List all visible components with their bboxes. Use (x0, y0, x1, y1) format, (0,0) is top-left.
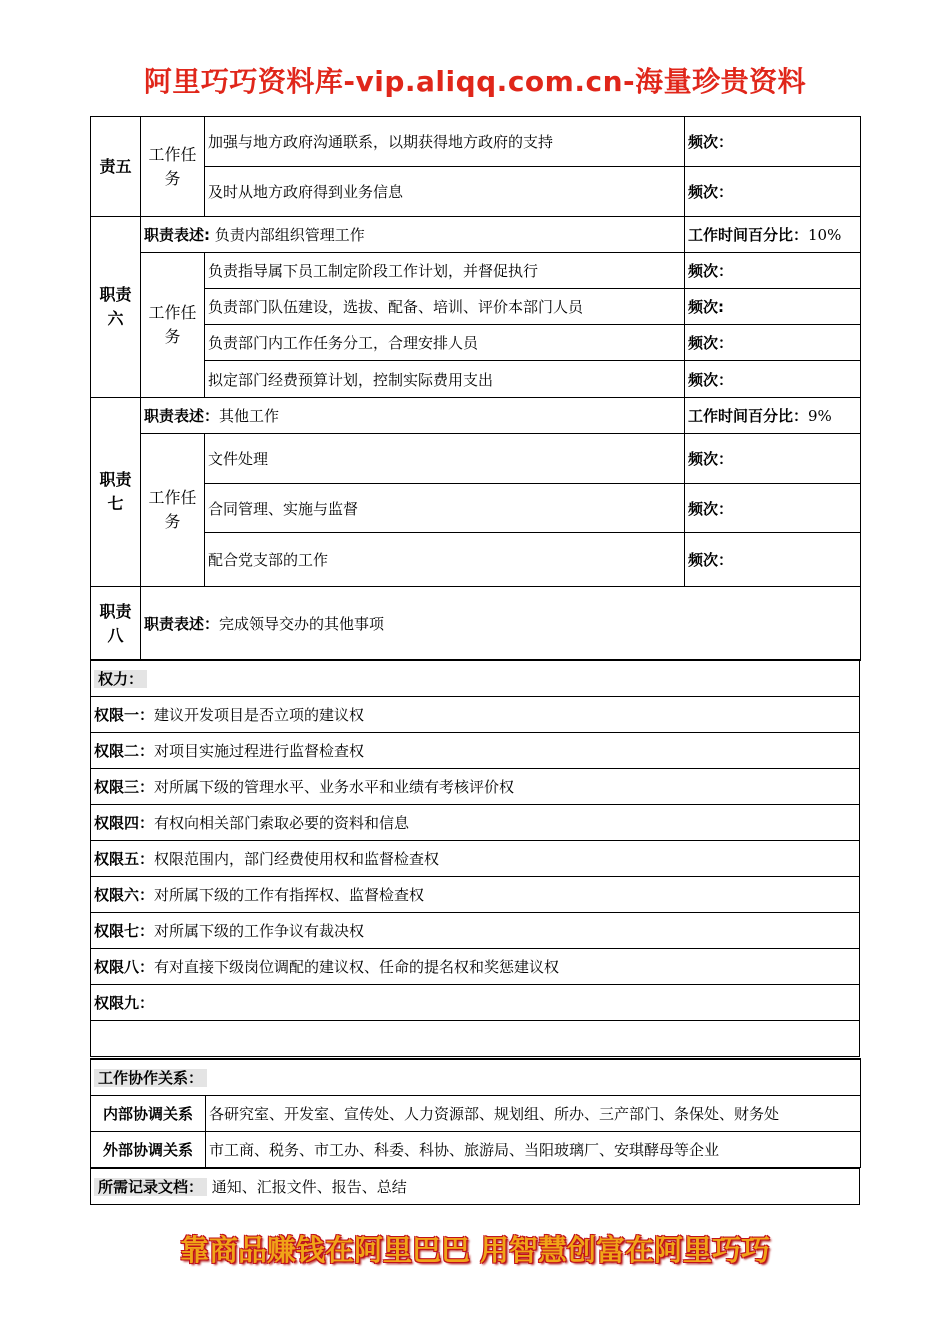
records-text: 通知、汇报文件、报告、总结 (211, 1177, 407, 1196)
authority-title: 权力： (94, 670, 147, 688)
collab-external-text: 市工商、税务、市工办、科委、科协、旅游局、当阳玻璃厂、安琪酵母等企业 (206, 1131, 861, 1167)
duty6-task-row-2 (91, 289, 861, 325)
duty6-freq-3: 频次： (685, 325, 861, 361)
duty6-task-row-4 (91, 361, 861, 398)
duty6-percent-label: 工作时间百分比： (688, 226, 809, 244)
authority-item-3 (91, 768, 860, 804)
authority-row-3 (91, 768, 860, 804)
duty6-task-3: 负责部门内工作任务分工，合理安排人员 (205, 325, 685, 361)
authority-label-7: 权限七： (94, 921, 155, 940)
authority-text-7: 对所属下级的工作争议有裁决权 (154, 921, 365, 940)
authority-label-1: 权限一： (94, 705, 155, 724)
duty7-work-task-label: 工作任务 (141, 434, 205, 587)
authority-text-6: 对所属下级的工作有指挥权、监督检查权 (154, 885, 425, 904)
duty5-row-2 (91, 167, 861, 217)
duty5-work-task-label: 工作任务 (141, 117, 205, 217)
duties-table (90, 116, 861, 661)
duty7-freq-1: 频次： (685, 434, 861, 484)
duty8-desc-label: 职责表述： (144, 615, 220, 633)
authority-row-7 (91, 912, 860, 948)
duty6-task-row-1 (91, 253, 861, 289)
duty8-label: 职责八 (91, 587, 141, 661)
duty8-description: 完成领导交办的其他事项 (219, 615, 385, 633)
collab-title-cell (91, 1059, 861, 1095)
duty6-percent-cell (685, 217, 861, 253)
authority-empty-row (91, 1020, 860, 1056)
records-row (91, 1168, 860, 1204)
duty7-task-row-1 (91, 434, 861, 484)
duty7-task-2: 合同管理、实施与监督 (205, 484, 685, 533)
duty6-percent: 10% (808, 226, 842, 244)
authority-label-6: 权限六： (94, 885, 155, 904)
authority-label-9: 权限九： (94, 993, 155, 1012)
authority-label-8: 权限八： (94, 957, 155, 976)
authority-empty-cell (91, 1020, 860, 1056)
duty6-desc-row (91, 217, 861, 253)
duty7-label: 职责七 (91, 398, 141, 587)
duty6-desc-label: 职责表述: (144, 226, 210, 244)
collab-internal-row (91, 1095, 861, 1131)
duty5-row-1 (91, 117, 861, 167)
collab-title-row (91, 1059, 861, 1095)
collab-external-row (91, 1131, 861, 1167)
duty6-freq-2: 频次: (685, 289, 861, 325)
duty7-task-3: 配合党支部的工作 (205, 533, 685, 587)
duty7-percent-cell (685, 398, 861, 434)
authority-row-1 (91, 696, 860, 732)
duty7-percent: 9% (808, 407, 832, 425)
duty6-freq-4: 频次： (685, 361, 861, 398)
authority-item-1 (91, 696, 860, 732)
duty7-desc-cell (141, 398, 685, 434)
duty7-task-row-3 (91, 533, 861, 587)
collab-internal-text: 各研究室、开发室、宣传处、人力资源部、规划组、所办、三产部门、条保处、财务处 (206, 1095, 861, 1131)
authority-row-5 (91, 840, 860, 876)
duty6-work-task-label: 工作任务 (141, 253, 205, 398)
duty7-freq-3: 频次： (685, 533, 861, 587)
duty6-description: 负责内部组织管理工作 (214, 226, 365, 244)
authority-row-4 (91, 804, 860, 840)
authority-table (90, 659, 860, 1057)
duty5-freq-1: 频次： (685, 117, 861, 167)
bottom-banner: 靠商品赚钱在阿里巴巴 用智慧创富在阿里巧巧 (179, 1233, 771, 1267)
duty6-desc-cell (141, 217, 685, 253)
collab-external-label: 外部协调关系 (91, 1131, 206, 1167)
authority-title-row (91, 660, 860, 696)
authority-label-3: 权限三： (94, 777, 155, 796)
authority-text-1: 建议开发项目是否立项的建议权 (154, 705, 365, 724)
authority-row-9 (91, 984, 860, 1020)
authority-row-8 (91, 948, 860, 984)
authority-label-4: 权限四： (94, 813, 155, 832)
duty7-percent-label: 工作时间百分比： (688, 407, 809, 425)
authority-row-2 (91, 732, 860, 768)
authority-row-6 (91, 876, 860, 912)
collab-title: 工作协作关系： (94, 1069, 207, 1087)
authority-item-2 (91, 732, 860, 768)
duty7-task-row-2 (91, 484, 861, 533)
authority-text-3: 对所属下级的管理水平、业务水平和业绩有考核评价权 (154, 777, 515, 796)
authority-item-4 (91, 804, 860, 840)
duty6-task-4: 拟定部门经费预算计划，控制实际费用支出 (205, 361, 685, 398)
duty8-row (91, 587, 861, 661)
duty5-label: 责五 (91, 117, 141, 217)
authority-text-8: 有对直接下级岗位调配的建议权、任命的提名权和奖惩建议权 (154, 957, 560, 976)
records-label: 所需记录文档： (94, 1178, 207, 1196)
duty6-task-1: 负责指导属下员工制定阶段工作计划，并督促执行 (205, 253, 685, 289)
authority-text-4: 有权向相关部门索取必要的资料和信息 (154, 813, 410, 832)
duty5-freq-2: 频次： (685, 167, 861, 217)
duty6-task-row-3 (91, 325, 861, 361)
duty5-task-1: 加强与地方政府沟通联系，以期获得地方政府的支持 (205, 117, 685, 167)
collaboration-table (90, 1058, 861, 1168)
duty7-desc-row (91, 398, 861, 434)
collab-internal-label: 内部协调关系 (91, 1095, 206, 1131)
duty6-task-2: 负责部门队伍建设，选拔、配备、培训、评价本部门人员 (205, 289, 685, 325)
authority-label-2: 权限二： (94, 741, 155, 760)
authority-item-9 (91, 984, 860, 1020)
duty7-description: 其他工作 (219, 407, 280, 425)
authority-item-6 (91, 876, 860, 912)
authority-item-8 (91, 948, 860, 984)
authority-text-2: 对项目实施过程进行监督检查权 (154, 741, 365, 760)
duty7-desc-label: 职责表述： (144, 407, 220, 425)
duty8-desc-cell (141, 587, 861, 661)
duty6-label: 职责六 (91, 217, 141, 398)
authority-text-5: 权限范围内，部门经费使用权和监督检查权 (154, 849, 440, 868)
duty7-freq-2: 频次： (685, 484, 861, 533)
top-banner: 阿里巧巧资料库-vip.aliqq.com.cn-海量珍贵资料 (143, 65, 807, 98)
duty6-freq-1: 频次： (685, 253, 861, 289)
authority-item-7 (91, 912, 860, 948)
records-table (90, 1167, 860, 1205)
records-cell (91, 1168, 860, 1204)
authority-title-cell (91, 660, 860, 696)
duty5-task-2: 及时从地方政府得到业务信息 (205, 167, 685, 217)
authority-label-5: 权限五： (94, 849, 155, 868)
authority-item-5 (91, 840, 860, 876)
duty7-task-1: 文件处理 (205, 434, 685, 484)
